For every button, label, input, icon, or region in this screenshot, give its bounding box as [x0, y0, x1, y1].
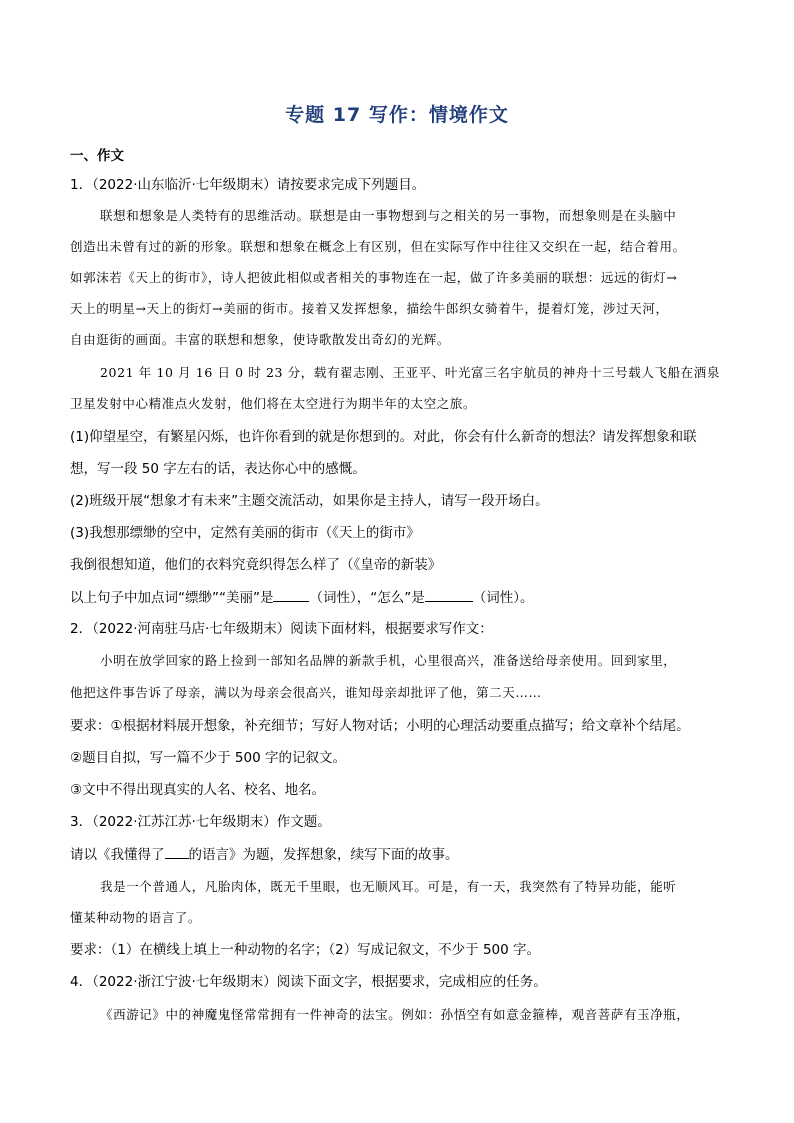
q1-passage-line: 联想和想象是人类特有的思维活动。联想是由一事物想到与之相关的另一事物，而想象则是在头脑中 — [100, 208, 677, 223]
blank-prompt-text: 以上句子中加点词“缥缈”“美丽”是 — [70, 590, 274, 606]
q3-requirement: 要求：（1）在横线上填上一种动物的名字；（2）写成记叙文，不少于 500 字。 — [70, 942, 541, 958]
q1-passage-line: 如郭沫若《天上的街市》，诗人把彼此相似或者相关的事物连在一起，做了许多美丽的联想：远远的街灯→ — [70, 270, 678, 285]
blank-prompt-text: （词性）。 — [472, 590, 534, 606]
q1-passage-line: 自由逛街的画面。丰富的联想和想象，使诗歌散发出奇幻的光辉。 — [70, 332, 450, 347]
answer-blank[interactable] — [425, 587, 473, 602]
q4-passage-line: 《西游记》中的神魔鬼怪常常拥有一件神奇的法宝。例如：孙悟空有如意金箍棒，观音菩萨有玉净瓶， — [100, 1007, 690, 1022]
question-1-heading: 1．（2022·山东临沂·七年级期末）请按要求完成下列题目。 — [70, 177, 426, 193]
blank-prompt-text: （词性），“怎么”是 — [309, 590, 425, 606]
q3-prompt — [70, 844, 459, 865]
q1-subquestion-3-cont: 我倒很想知道，他们的衣料究竟织得怎么样了（《皇帝的新装》 — [70, 557, 442, 573]
q2-passage-line: 小明在放学回家的路上捡到一部知名品牌的新款手机，心里很高兴，准备送给母亲使用。回到家里， — [100, 653, 677, 668]
q1-subquestion-2: (2)班级开展“想象才有未来”主题交流活动，如果你是主持人，请写一段开场白。 — [70, 493, 549, 509]
q1-passage-line: 天上的明星→天上的街灯→美丽的街市。接着又发挥想象，描绘牛郎织女骑着牛，提着灯笼，涉过天河， — [70, 301, 669, 316]
answer-blank[interactable] — [165, 844, 189, 859]
answer-blank[interactable] — [273, 587, 309, 602]
q2-requirement-1: 要求：①根据材料展开想象，补充细节；写好人物对话；小明的心理活动要重点描写；给文章补个结尾。 — [70, 718, 690, 734]
q1-subquestion-3: (3)我想那缥缈的空中，定然有美丽的街市（《天上的街市》 — [70, 525, 420, 541]
q1-subquestion-1-cont: 想，写一段 50 字左右的话，表达你心中的感慨。 — [70, 461, 366, 477]
q2-requirement-2: ②题目自拟，写一篇不少于 500 字的记叙文。 — [70, 750, 346, 766]
q1-passage-line: 创造出未曾有过的新的形象。联想和想象在概念上有区别，但在实际写作中往往又交织在一起，结合着用。 — [70, 239, 686, 254]
q1-subquestion-1: (1)仰望星空，有繁星闪烁，也许你看到的就是你想到的。对此，你会有什么新奇的想法？请发挥想象和联 — [70, 429, 697, 445]
q2-passage-line: 他把这件事告诉了母亲，满以为母亲会很高兴，谁知母亲却批评了他，第二天…… — [70, 685, 542, 700]
q3-passage-line: 我是一个普通人，凡胎肉体，既无千里眼，也无顺风耳。可是，有一天，我突然有了特异功能，能听 — [100, 879, 677, 894]
question-2-heading: 2．（2022·河南驻马店·七年级期末）阅读下面材料，根据要求写作文： — [70, 621, 493, 637]
q3-passage-line: 懂某种动物的语言了。 — [70, 910, 202, 925]
q1-passage-line: 卫星发射中心精准点火发射，他们将在太空进行为期半年的太空之旅。 — [70, 396, 477, 411]
section-heading: 一、作文 — [70, 148, 124, 164]
blank-prompt-text: 的语言》为题，发挥想象，续写下面的故事。 — [188, 847, 459, 863]
question-4-heading: 4．（2022·浙江宁波·七年级期末）阅读下面文字，根据要求，完成相应的任务。 — [70, 974, 547, 990]
blank-prompt-text: 请以《我懂得了 — [70, 847, 165, 863]
page-title: 专题 17 写作：情境作文 — [285, 104, 509, 126]
q1-subquestion-3-blanks — [70, 587, 533, 608]
q1-passage-line: 2021 年 10 月 16 日 0 时 23 分，载有翟志刚、王亚平、叶光富三名宇航员的神舟十三号载人飞船在酒泉 — [100, 365, 720, 380]
question-3-heading: 3．（2022·江苏江苏·七年级期末）作文题。 — [70, 814, 331, 830]
q2-requirement-3: ③文中不得出现真实的人名、校名、地名。 — [70, 782, 326, 798]
